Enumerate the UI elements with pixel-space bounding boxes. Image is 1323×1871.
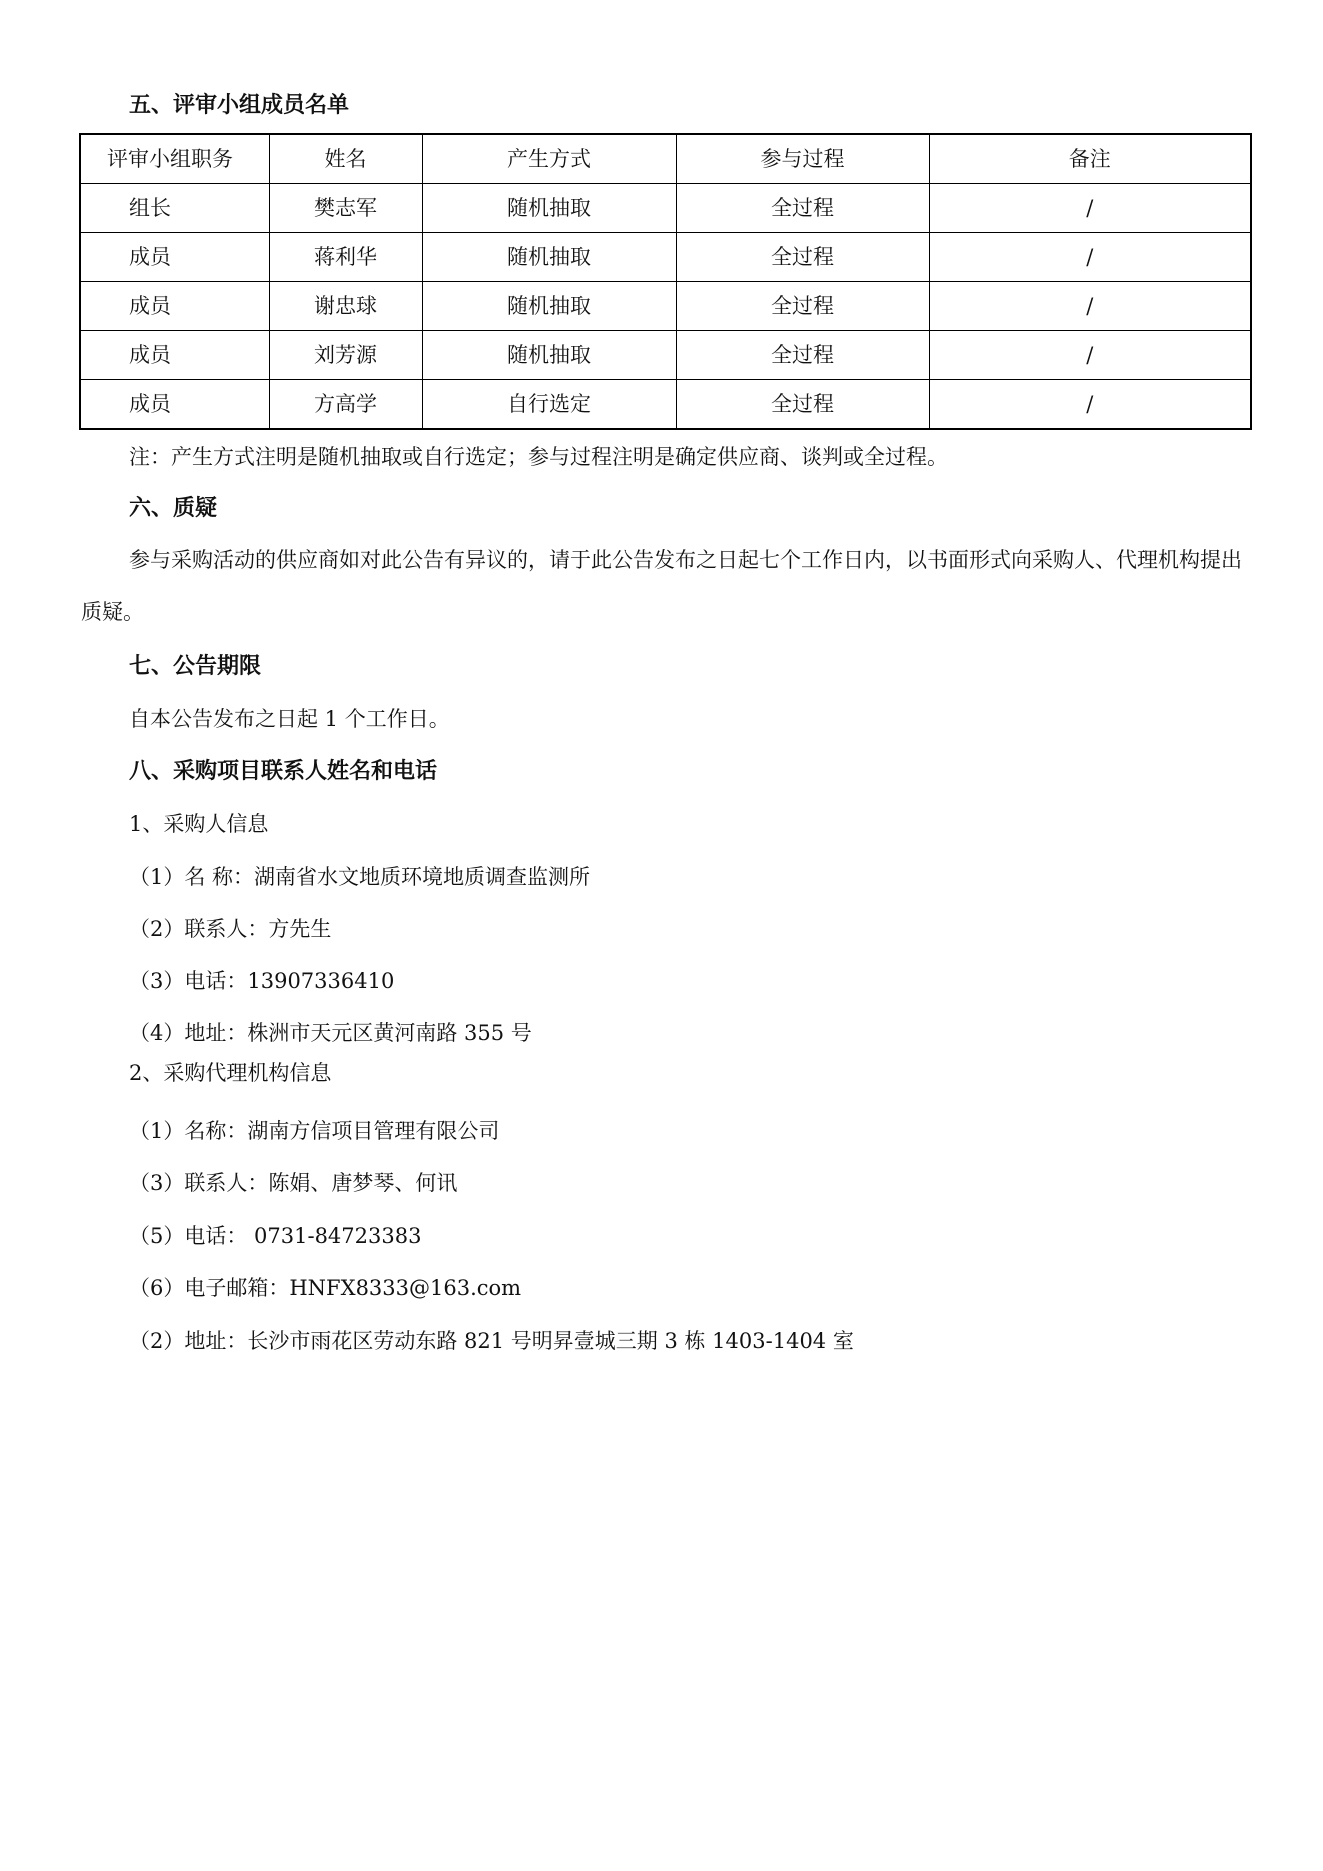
column-header-remarks: 备注: [929, 134, 1251, 184]
cell-remarks: /: [929, 282, 1251, 331]
cell-role: 成员: [80, 380, 269, 430]
cell-remarks: /: [929, 233, 1251, 282]
agency-info-title: 2、采购代理机构信息: [129, 1061, 332, 1085]
column-header-name: 姓名: [269, 134, 422, 184]
table-row: [80, 331, 1251, 380]
cell-method: 随机抽取: [422, 233, 676, 282]
cell-remarks: /: [929, 184, 1251, 233]
cell-process: 全过程: [676, 184, 929, 233]
cell-process: 全过程: [676, 233, 929, 282]
table-header-row: [80, 134, 1251, 184]
cell-method: 自行选定: [422, 380, 676, 430]
section5-heading: 五、评审小组成员名单: [129, 93, 350, 118]
cell-name: 刘芳源: [269, 331, 422, 380]
review-panel-table: [79, 133, 1252, 430]
purchaser-phone: （3）电话：13907336410: [129, 969, 395, 993]
cell-role: 成员: [80, 233, 269, 282]
cell-name: 方高学: [269, 380, 422, 430]
cell-process: 全过程: [676, 380, 929, 430]
cell-name: 蒋利华: [269, 233, 422, 282]
cell-role: 成员: [80, 331, 269, 380]
section7-heading: 七、公告期限: [129, 654, 262, 679]
table-note: 注：产生方式注明是随机抽取或自行选定；参与过程注明是确定供应商、谈判或全过程。: [129, 445, 948, 469]
cell-process: 全过程: [676, 282, 929, 331]
cell-role: 成员: [80, 282, 269, 331]
agency-phone: （5）电话： 0731-84723383: [129, 1224, 422, 1248]
cell-method: 随机抽取: [422, 184, 676, 233]
cell-method: 随机抽取: [422, 282, 676, 331]
purchaser-info-title: 1、采购人信息: [129, 812, 269, 836]
objection-paragraph: 参与采购活动的供应商如对此公告有异议的，请于此公告发布之日起七个工作日内，以书面形式向采购人、代理机构提出质疑。: [81, 548, 1242, 624]
table-row: [80, 282, 1251, 331]
purchaser-name: （1）名 称：湖南省水文地质环境地质调查监测所: [129, 865, 591, 889]
cell-remarks: /: [929, 380, 1251, 430]
column-header-process: 参与过程: [676, 134, 929, 184]
cell-remarks: /: [929, 331, 1251, 380]
agency-address: （2）地址：长沙市雨花区劳动东路 821 号明昇壹城三期 3 栋 1403-1404 室: [129, 1329, 854, 1353]
section8-heading: 八、采购项目联系人姓名和电话: [129, 759, 438, 784]
table-row: [80, 233, 1251, 282]
notice-period-text: 自本公告发布之日起 1 个工作日。: [129, 707, 450, 731]
table-row: [80, 184, 1251, 233]
cell-name: 谢忠球: [269, 282, 422, 331]
purchaser-contact: （2）联系人：方先生: [129, 917, 332, 941]
cell-name: 樊志军: [269, 184, 422, 233]
cell-process: 全过程: [676, 331, 929, 380]
agency-name: （1）名称：湖南方信项目管理有限公司: [129, 1119, 500, 1143]
purchaser-address: （4）地址：株洲市天元区黄河南路 355 号: [129, 1021, 532, 1045]
column-header-role: 评审小组职务: [80, 134, 269, 184]
column-header-method: 产生方式: [422, 134, 676, 184]
agency-contact: （3）联系人：陈娟、唐梦琴、何讯: [129, 1171, 458, 1195]
cell-role: 组长: [80, 184, 269, 233]
table-row: [80, 380, 1251, 430]
cell-method: 随机抽取: [422, 331, 676, 380]
section6-heading: 六、质疑: [129, 496, 218, 521]
agency-email: （6）电子邮箱：HNFX8333@163.com: [129, 1276, 522, 1300]
